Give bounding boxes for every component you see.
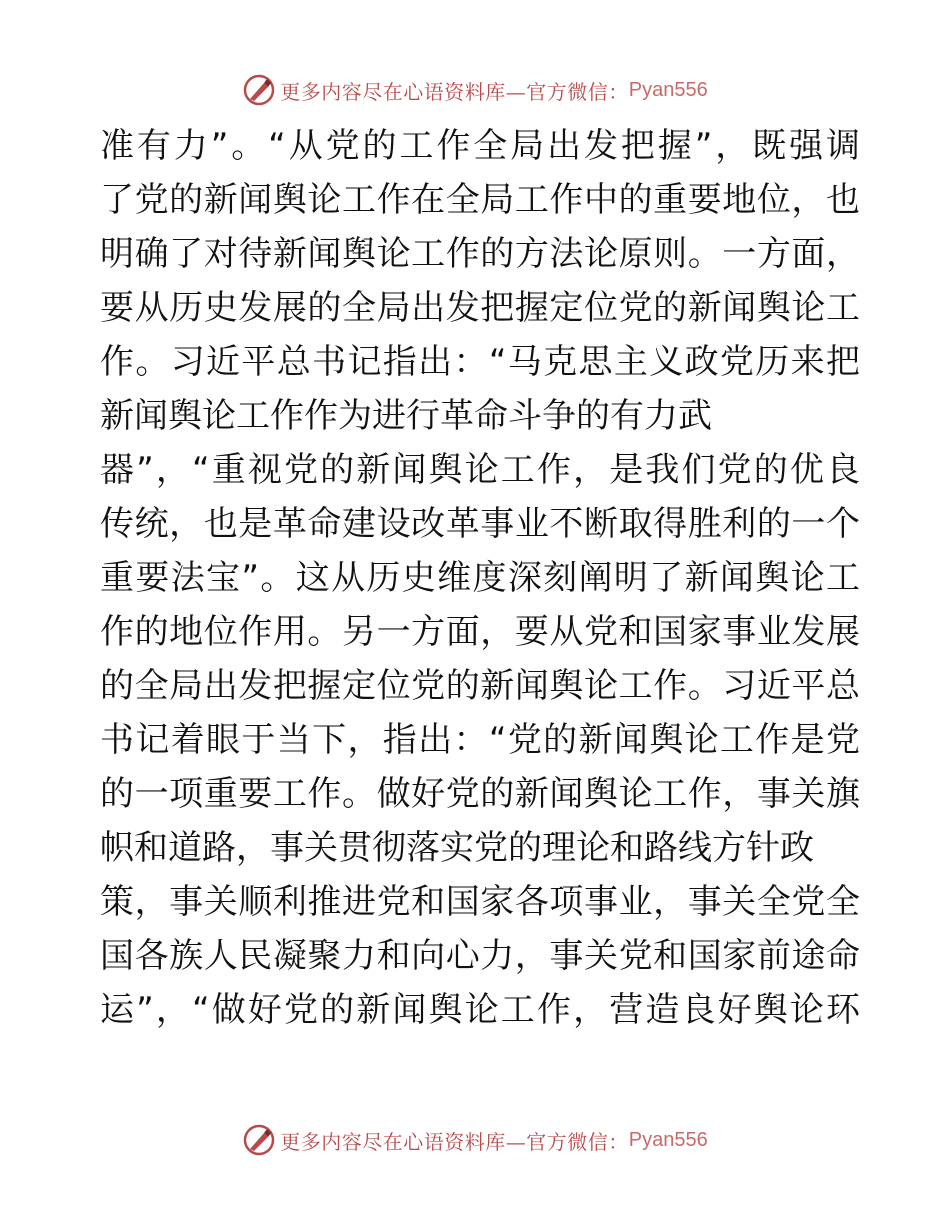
text-line: 明确了对待新闻舆论工作的方法论原则。一方面， [100,234,860,274]
text-line: 要从历史发展的全局出发把握定位党的新闻舆论工 [100,288,860,328]
text-line: 帜和道路，事关贯彻落实党的理论和路线方针政 [100,828,814,868]
text-line: 作的地位作用。另一方面，要从党和国家事业发展 [100,612,860,652]
watermark-wechat-id: Pyan556 [628,1128,708,1151]
header-watermark [0,68,950,112]
pen-logo-icon [242,73,276,107]
text-line: 了党的新闻舆论工作在全局工作中的重要地位，也 [100,180,860,220]
text-line: 书记着眼于当下，指出：“党的新闻舆论工作是党 [100,720,860,760]
pen-logo-icon [242,1123,276,1157]
text-line: 传统，也是革命建设改革事业不断取得胜利的一个 [100,504,860,544]
text-line: 国各族人民凝聚力和向心力，事关党和国家前途命 [100,936,860,976]
watermark-wechat-id: Pyan556 [628,78,708,101]
text-line: 准有力”。“从党的工作全局出发把握”，既强调 [100,126,860,166]
document-body [100,119,860,1037]
watermark-text: 更多内容尽在心语资料库—官方微信： [280,1129,629,1154]
text-line: 的一项重要工作。做好党的新闻舆论工作，事关旗 [100,774,860,814]
text-line: 作。习近平总书记指出：“马克思主义政党历来把 [100,342,860,382]
text-line: 的全局出发把握定位党的新闻舆论工作。习近平总 [100,666,860,706]
text-line: 运”，“做好党的新闻舆论工作，营造良好舆论环 [100,990,860,1030]
footer-watermark [0,1118,950,1162]
text-line: 策，事关顺利推进党和国家各项事业，事关全党全 [100,882,860,922]
text-line: 新闻舆论工作作为进行革命斗争的有力武 [100,396,712,436]
watermark-text: 更多内容尽在心语资料库—官方微信： [280,79,629,104]
text-line: 器”，“重视党的新闻舆论工作，是我们党的优良 [100,450,860,490]
text-line: 重要法宝”。这从历史维度深刻阐明了新闻舆论工 [100,558,860,598]
